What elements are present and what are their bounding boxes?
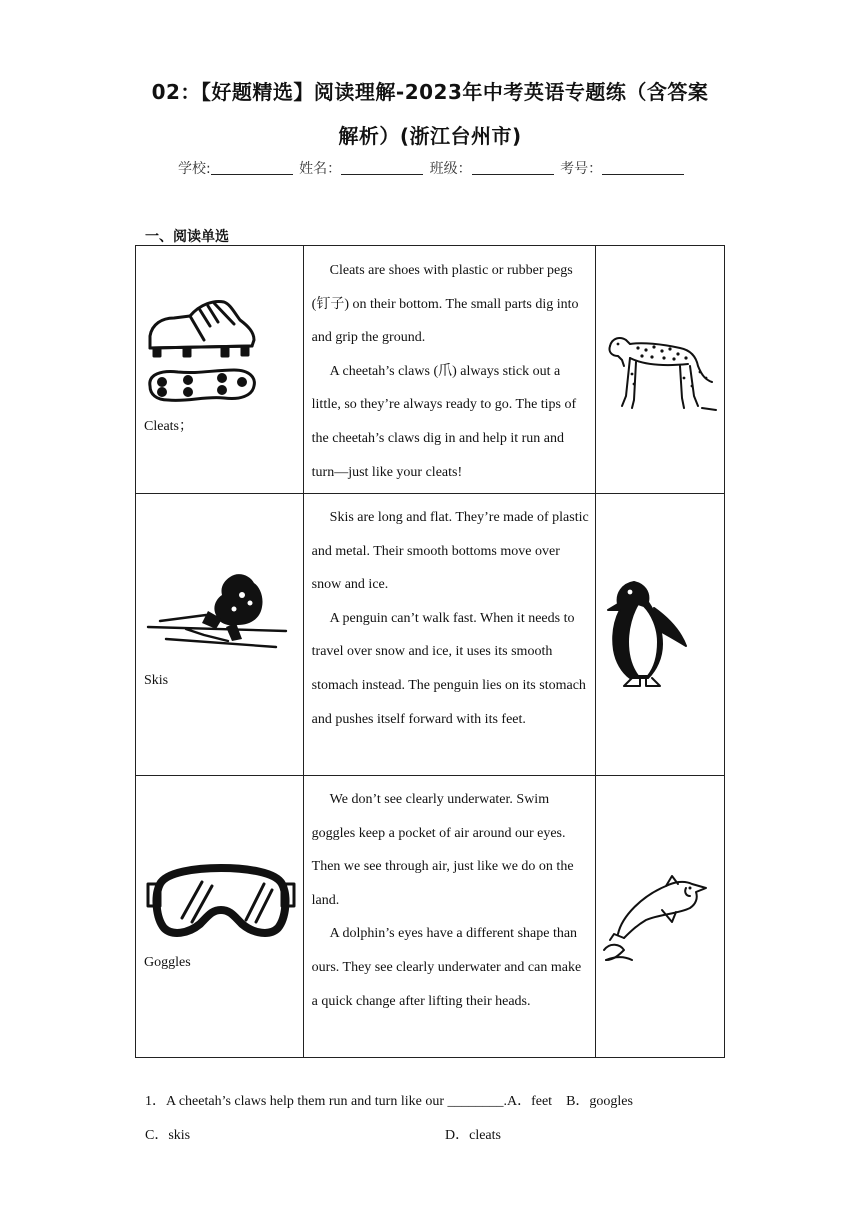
row-label: Skis	[144, 673, 169, 688]
goggles-icon	[146, 862, 296, 942]
row-animal-cell	[596, 776, 725, 1058]
class-blank	[472, 160, 554, 175]
row-picture-cell	[136, 776, 304, 1058]
paragraph: A dolphin’s eyes have a different shape than ours. They see clearly underwater and can make a quick change after lifting their heads.	[311, 926, 582, 1009]
student-info-line	[178, 158, 686, 178]
paragraph: Skis are long and flat. They’re made of plastic and metal. Their smooth bottoms move over snow and ice.	[311, 510, 589, 593]
table-row	[136, 494, 725, 776]
row-label: Cleats；	[144, 419, 193, 434]
row-label: Goggles	[144, 955, 191, 970]
question-1-option-c: C．skis	[145, 1128, 191, 1143]
table-row	[136, 776, 725, 1058]
row-text-cell	[303, 246, 596, 494]
question-1-option-d: D．cleats	[445, 1128, 501, 1143]
cheetah-icon	[602, 326, 717, 416]
class-label: 班级：	[429, 161, 472, 177]
question-1-stem: 1．A cheetah’s claws help them run and turn like our ________.A．feet B．googles	[145, 1094, 633, 1109]
row-animal-cell	[596, 494, 725, 776]
paragraph: We don’t see clearly underwater. Swim goggles keep a pocket of air around our eyes. Then we see through air, just like we do on the land.	[311, 792, 574, 908]
table-row	[136, 246, 725, 494]
reading-table	[135, 245, 725, 1058]
row-text-cell	[303, 494, 596, 776]
cleats-icon	[144, 296, 259, 411]
penguin-icon	[604, 578, 694, 693]
school-label: 学校:	[178, 161, 211, 177]
row-picture-cell	[136, 246, 304, 494]
section-heading: 一、阅读单选	[145, 229, 229, 245]
row-animal-cell	[596, 246, 725, 494]
name-blank	[341, 160, 423, 175]
row-picture-cell	[136, 494, 304, 776]
paragraph: Cleats are shoes with plastic or rubber pegs (钉子) on their bottom. The small parts dig into and grip the ground.	[311, 263, 579, 346]
school-blank	[211, 160, 293, 175]
dolphin-icon	[602, 874, 712, 966]
row-text-cell	[303, 776, 596, 1058]
exam-no-label: 考号：	[560, 161, 603, 177]
name-label: 姓名：	[299, 161, 342, 177]
page-title-line2: 解析）(浙江台州市)	[338, 124, 522, 148]
exam-no-blank	[602, 160, 684, 175]
paragraph: A penguin can’t walk fast. When it needs to travel over snow and ice, it uses its smooth stomach instead. The penguin lies on its stomach and pushes itself forward with its feet.	[311, 610, 586, 727]
skier-icon	[146, 569, 296, 664]
page-title-line1: 02：【好题精选】阅读理解-2023年中考英语专题练（含答案	[151, 80, 709, 104]
paragraph: A cheetah’s claws (爪) always stick out a little, so they’re always ready to go. The tips of the cheetah’s claws dig in and help it run and turn—just like your cleats!	[311, 363, 577, 480]
